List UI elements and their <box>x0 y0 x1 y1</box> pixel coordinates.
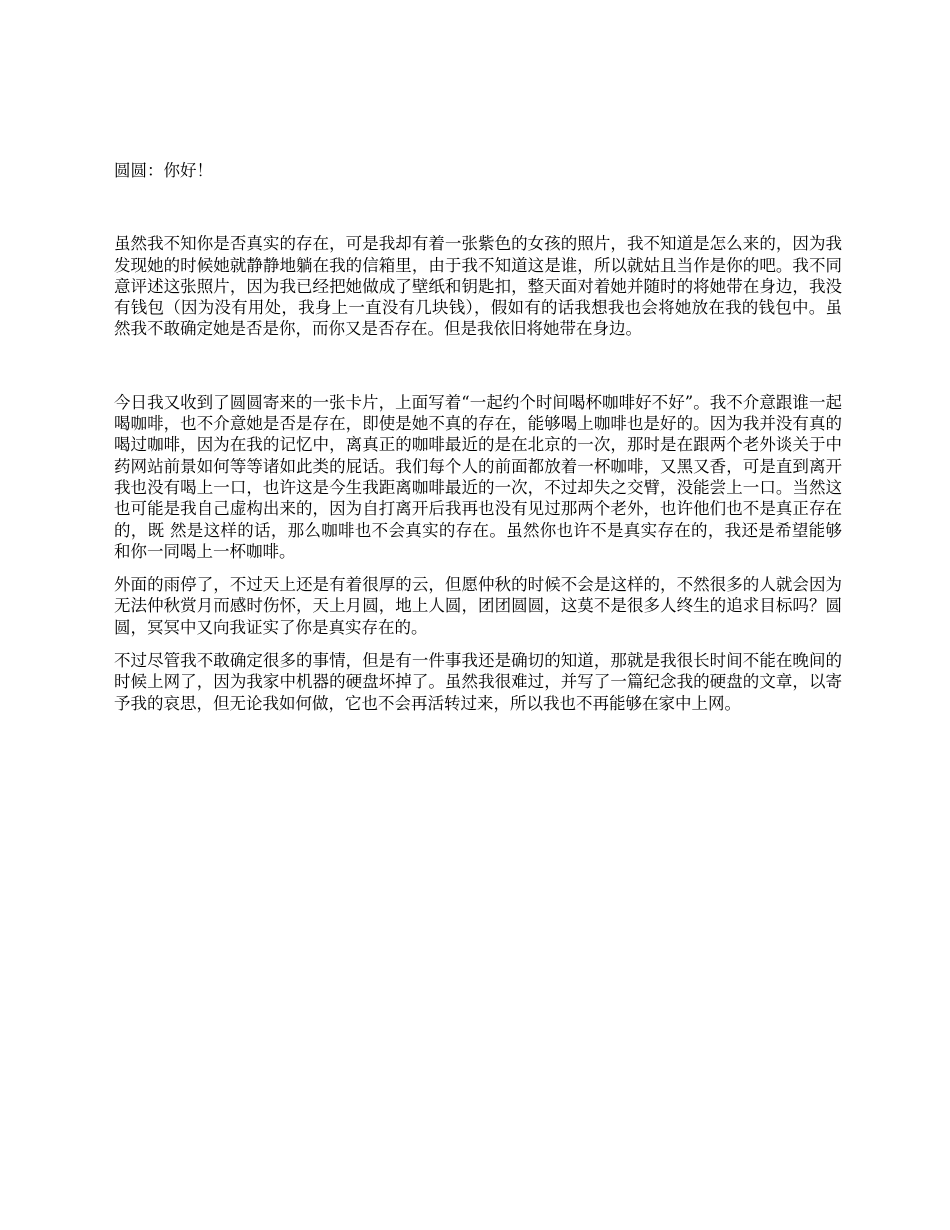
letter-paragraph: 不过尽管我不敢确定很多的事情，但是有一件事我还是确切的知道，那就是我很长时间不能在晚间的时候上网了，因为我家中机器的硬盘坏掉了。虽然我很难过，并写了一篇纪念我的硬盘的文章，以寄予我的哀思，但无论我如何做，它也不会再活转过来，所以我也不再能够在家中上网。 <box>114 651 842 713</box>
letter-paragraph: 虽然我不知你是否真实的存在，可是我却有着一张紫色的女孩的照片，我不知道是怎么来的，因为我发现她的时候她就静静地躺在我的信箱里，由于我不知道这是谁，所以就姑且当作是你的吧。我不同意评述这张照片，因为我已经把她做成了壁纸和钥匙扣，整天面对着她并随时的将她带在身边，我没有钱包（因为没有用处，我身上一直没有几块钱），假如有的话我想我也会将她放在我的钱包中。虽然我不敢确定她是否是你，而你又是否存在。但是我依旧将她带在身边。 <box>114 234 842 339</box>
letter-salutation: 圆圆：你好！ <box>114 161 213 180</box>
letter-body <box>114 160 842 726</box>
letter-paragraph: 今日我又收到了圆圆寄来的一张卡片，上面写着“一起约个时间喝杯咖啡好不好”。我不介意跟谁一起喝咖啡，也不介意她是否是存在，即使是她不真的存在，能够喝上咖啡也是好的。因为我并没有真的喝过咖啡，因为在我的记忆中，离真正的咖啡最近的是在北京的一次，那时是在跟两个老外谈关于中药网站前景如何等等诸如此类的屁话。我们每个人的前面都放着一杯咖啡，又黑又香，可是直到离开我也没有喝上一口，也许这是今生我距离咖啡最近的一次，不过却失之交臂，没能尝上一口。当然这也可能是我自己虚构出来的，因为自打离开后我再也没有见过那两个老外，也许他们也不是真正存在的，既 然是这样的话，那么咖啡也不会真实的存在。虽然你也许不是真实存在的，我还是希望能够和你一同喝上一杯咖啡。 <box>114 392 842 561</box>
letter-paragraph: 外面的雨停了，不过天上还是有着很厚的云，但愿仲秋的时候不会是这样的，不然很多的人就会因为无法仲秋赏月而感时伤怀，天上月圆，地上人圆，团团圆圆，这莫不是很多人终生的追求目标吗？圆圆，冥冥中又向我证实了你是真实存在的。 <box>114 575 842 637</box>
